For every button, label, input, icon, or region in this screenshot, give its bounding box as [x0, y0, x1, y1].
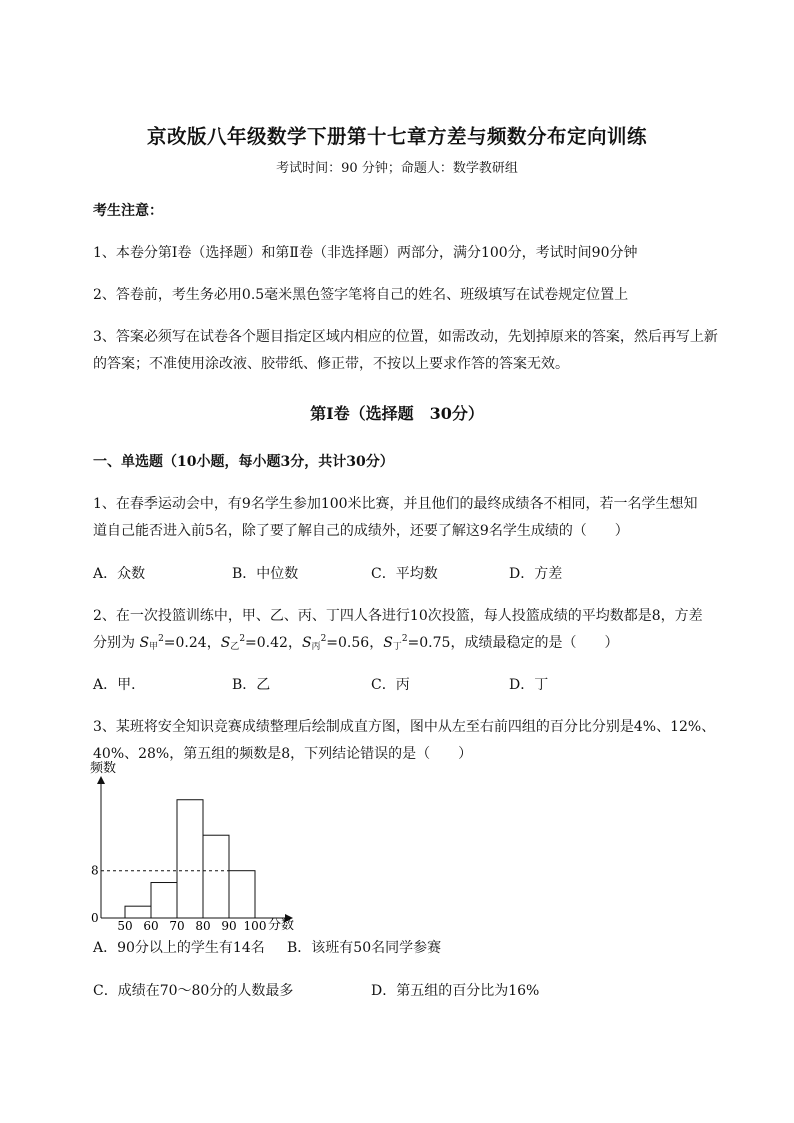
q3-option-b[interactable]: B．该班有50名同学参赛 [287, 940, 442, 956]
question-1-text: 1、在春季运动会中，有9名学生参加100米比赛，并且他们的最终成绩各不相同，若一名学生想知 [93, 496, 698, 512]
question-2-variances [93, 632, 618, 652]
variance-ding-value: =0.75，成绩最稳定的是（ ） [407, 635, 619, 651]
q2-option-a[interactable]: A．甲． [93, 677, 146, 693]
q1-option-b[interactable]: B．中位数 [232, 566, 299, 582]
notice-item: 的答案；不准使用涂改液、胶带纸、修正带，不按以上要求作答的答案无效。 [93, 356, 569, 372]
variance-subscript-yi: 乙 [230, 642, 240, 652]
variance-symbol: S [139, 635, 150, 651]
histogram-bar-90-100 [229, 871, 255, 918]
q2-option-d[interactable]: D．丁 [509, 677, 549, 693]
notice-item: 3、答案必须写在试卷各个题目指定区域内相应的位置，如需改动，先划掉原来的答案，然后再写上新 [93, 329, 718, 345]
question-3-text: 3、某班将安全知识竞赛成绩整理后绘制成直方图，图中从左至右前四组的百分比分别是4%、12%、 [93, 719, 716, 735]
x-tick-label: 70 [169, 919, 185, 933]
part-heading: 一、单选题（10小题，每小题3分，共计30分） [93, 454, 394, 470]
exam-info: 考试时间：90 分钟；命题人：数学教研组 [276, 161, 518, 176]
q3-option-a[interactable]: A．90分以上的学生有14名 [93, 940, 265, 956]
x-axis-label: 分数 [268, 918, 295, 933]
q3-option-d[interactable]: D．第五组的百分比为16% [371, 983, 540, 999]
q1-option-c[interactable]: C．平均数 [371, 566, 438, 582]
variance-subscript-jia: 甲 [149, 642, 159, 652]
page-title: 京改版八年级数学下册第十七章方差与频数分布定向训练 [146, 125, 647, 148]
y-tick-label: 0 [91, 911, 99, 925]
question-1-text: 道自己能否进入前5名，除了要了解自己的成绩外，还要了解这9名学生成绩的（ ） [93, 523, 629, 539]
variance-subscript-ding: 丁 [392, 642, 402, 652]
variance-symbol: S [301, 635, 312, 651]
notice-item: 1、本卷分第Ⅰ卷（选择题）和第Ⅱ卷（非选择题）两部分，满分100分，考试时间90分钟 [93, 245, 638, 261]
variance-symbol: S [220, 635, 231, 651]
x-tick-label: 100 [243, 919, 267, 933]
variance-jia-value: =0.24， [163, 635, 221, 651]
x-tick-label: 50 [117, 919, 133, 933]
histogram-bar-80-90 [203, 835, 229, 918]
q1-option-d[interactable]: D．方差 [509, 566, 563, 582]
y-tick-label: 8 [91, 863, 99, 878]
histogram-bar-60-70 [151, 883, 177, 918]
q1-option-a[interactable]: A．众数 [93, 566, 146, 582]
section-title: 第Ⅰ卷（选择题 30分） [310, 404, 484, 423]
variance-bing-value: =0.56， [326, 635, 384, 651]
x-tick-label: 60 [143, 919, 159, 933]
variance-superscript: 2 [320, 634, 327, 644]
q2-option-b[interactable]: B．乙 [232, 677, 271, 693]
q2-option-c[interactable]: C．丙 [371, 677, 410, 693]
variance-yi-value: =0.42， [245, 635, 302, 651]
histogram-bar-50-60 [125, 906, 151, 918]
notice-item: 2、答卷前，考生务必用0.5毫米黑色签字笔将自己的姓名、班级填写在试卷规定位置上 [93, 287, 629, 303]
histogram-bar-70-80 [177, 800, 203, 918]
q3-option-c[interactable]: C．成绩在70～80分的人数最多 [93, 983, 294, 999]
y-axis-label: 频数 [90, 761, 117, 776]
q2-lead: 分别为 [93, 635, 135, 651]
variance-symbol: S [383, 635, 393, 651]
x-tick-label: 90 [221, 919, 237, 933]
question-2-text: 2、在一次投篮训练中，甲、乙、丙、丁四人各进行10次投篮，每人投篮成绩的平均数都是8，方差 [93, 608, 703, 624]
variance-superscript: 2 [239, 634, 246, 644]
histogram-chart [85, 758, 325, 938]
question-3-text: 40%、28%，第五组的频数是8，下列结论错误的是（ ） [93, 746, 473, 762]
notice-heading: 考生注意： [93, 203, 163, 219]
variance-superscript: 2 [401, 634, 408, 644]
variance-superscript: 2 [158, 634, 164, 644]
variance-subscript-bing: 丙 [311, 642, 321, 652]
x-tick-label: 80 [195, 919, 211, 933]
